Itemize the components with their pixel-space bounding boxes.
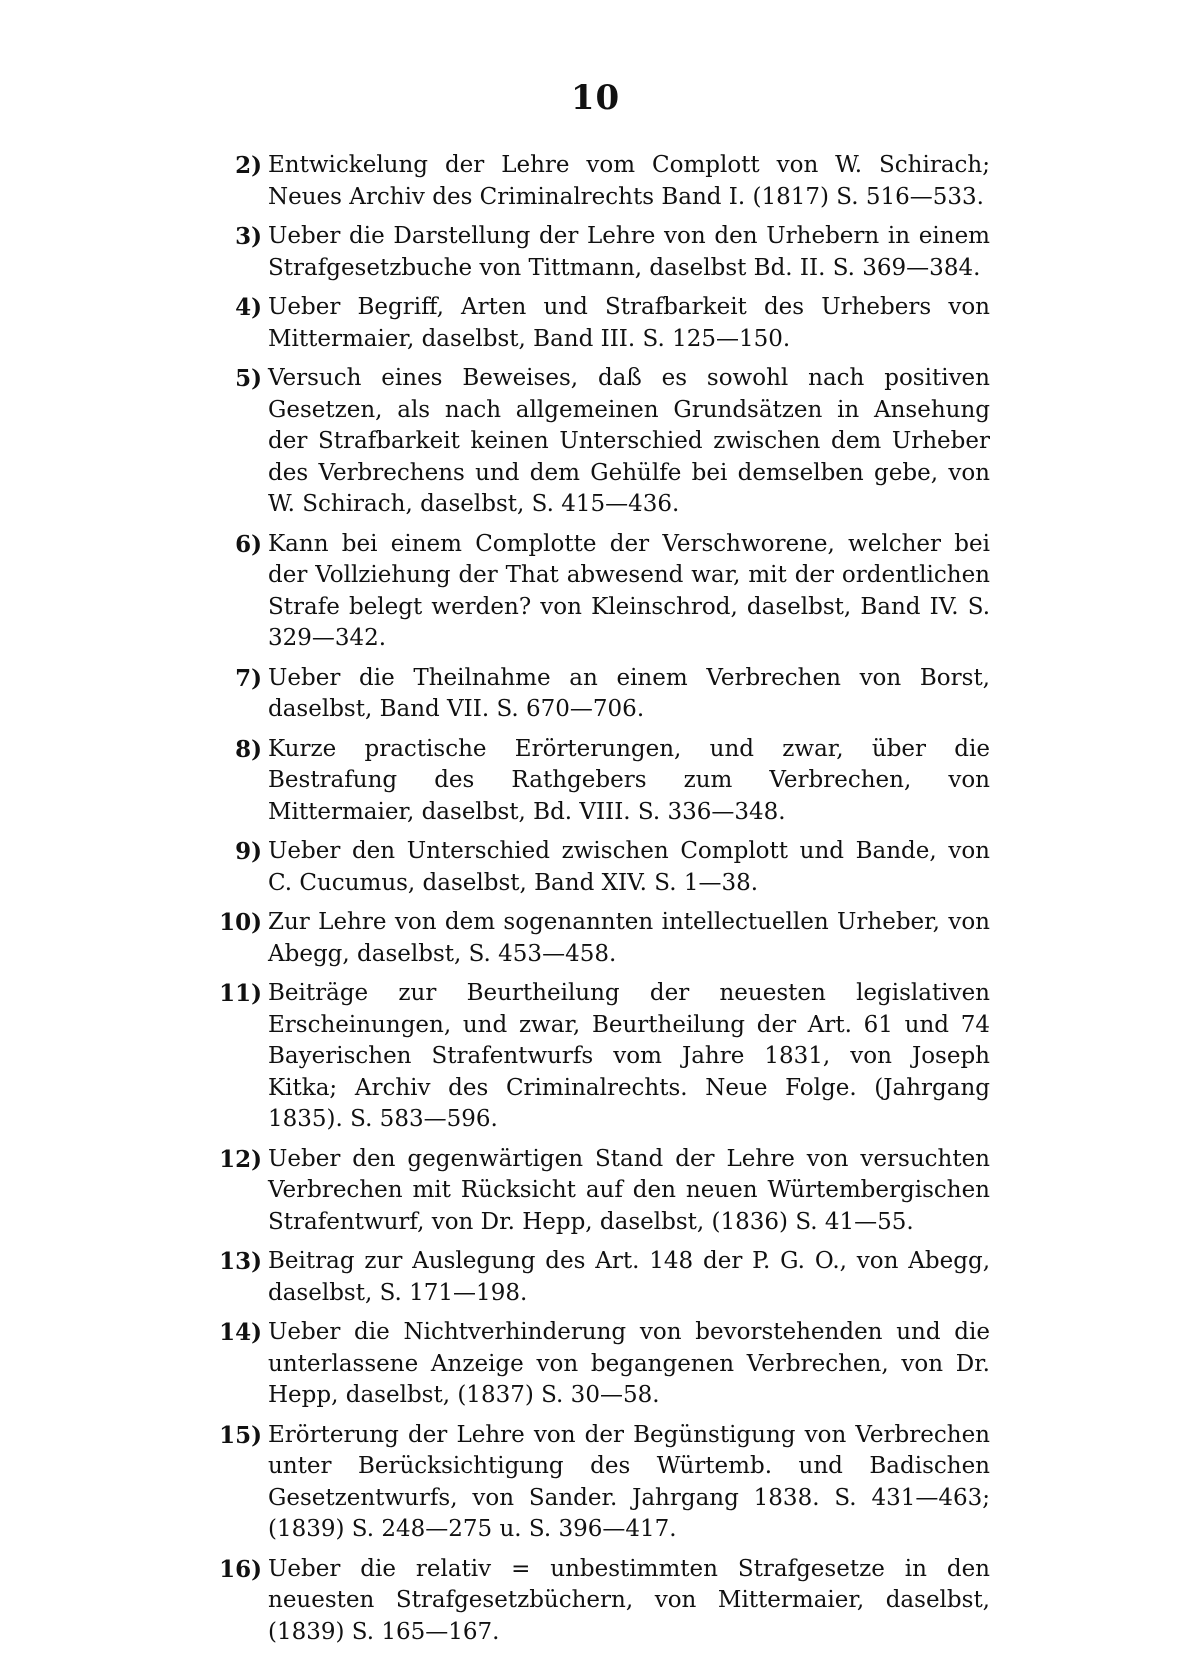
- entry-number: 3): [235, 223, 262, 250]
- entry-number: 8): [235, 735, 262, 763]
- bibliography-entry: [210, 529, 990, 655]
- bibliography-entry: [210, 1144, 990, 1239]
- entry-number: 4): [235, 294, 262, 321]
- entry-text: Ueber die Nichtverhinderung von bevorstehenden und die unterlassene Anzeige von begangenen Verbrechen, von Dr. Hepp, daselbst, (1837) S. 30—58.: [268, 1319, 990, 1408]
- bibliography-entry: [210, 836, 990, 899]
- bibliography-entry: [210, 1420, 990, 1546]
- entry-text: Entwickelung der Lehre vom Complott von W. Schirach; Neues Archiv des Criminalrechts Band I. (1817) S. 516—533.: [268, 152, 990, 210]
- entry-text: Ueber die relativ = unbestimmten Strafgesetze in den neuesten Strafgesetzbüchern, von Mittermaier, daselbst, (1839) S. 165—167.: [268, 1555, 990, 1645]
- bibliography-entry: [210, 1554, 990, 1649]
- entry-number: 11): [219, 980, 262, 1007]
- bibliography-entry: [210, 907, 990, 970]
- entry-number: 2): [235, 152, 262, 179]
- entry-text: Kann bei einem Complotte der Verschworene, welcher bei der Vollziehung der That abwesend war, mit der ordentlichen Strafe belegt werden? von Kleinschrod, daselbst, Band IV. S. 329—342.: [268, 530, 990, 651]
- entry-number: 6): [235, 530, 262, 558]
- bibliography-entry: [210, 292, 990, 355]
- entry-number: 10): [219, 909, 262, 936]
- bibliography-entry: [210, 150, 990, 213]
- bibliography-entry: [210, 221, 990, 284]
- entry-text: Ueber den gegenwärtigen Stand der Lehre von versuchten Verbrechen mit Rücksicht auf den neuen Würtembergischen Strafentwurf, von Dr. Hepp, daselbst, (1836) S. 41—55.: [268, 1145, 990, 1235]
- entry-number: 15): [219, 1421, 262, 1449]
- entry-text: Ueber den Unterschied zwischen Complott und Bande, von C. Cucumus, daselbst, Band XIV. S. 1—38.: [268, 838, 990, 896]
- page-number: 10: [570, 78, 621, 118]
- entry-text: Zur Lehre von dem sogenannten intellectuellen Urheber, von Abegg, daselbst, S. 453—458.: [268, 909, 990, 967]
- entry-text: Beiträge zur Beurtheilung der neuesten legislativen Erscheinungen, und zwar, Beurtheilung der Art. 61 und 74 Bayerischen Strafentwurfs vom Jahre 1831, von Joseph Kitka; Archiv des Criminalrechts. Neue Folge. (Jahrgang 1835). S. 583—596.: [268, 980, 990, 1132]
- entry-number: 13): [219, 1248, 262, 1275]
- entry-text: Ueber Begriff, Arten und Strafbarkeit des Urhebers von Mittermaier, daselbst, Band III. S. 125—150.: [268, 294, 990, 352]
- bibliography-entry: [210, 1246, 990, 1309]
- entry-number: 14): [219, 1319, 262, 1346]
- entry-text: Kurze practische Erörterungen, und zwar, über die Bestrafung des Rathgebers zum Verbrechen, von Mittermaier, daselbst, Bd. VIII. S. 336—348.: [268, 735, 990, 825]
- bibliography-entry: [210, 734, 990, 829]
- entry-text: Erörterung der Lehre von der Begünstigung von Verbrechen unter Berücksichtigung des Würtemb. und Badischen Gesetzentwurfs, von Sander. Jahrgang 1838. S. 431—463; (1839) S. 248—275 u. S. 396—417.: [268, 1421, 990, 1542]
- entry-number: 16): [219, 1555, 262, 1583]
- bibliography-entry: [210, 978, 990, 1136]
- bibliography-entry: [210, 363, 990, 521]
- bibliography-entry: [210, 1317, 990, 1412]
- entry-text: Beitrag zur Auslegung des Art. 148 der P. G. O., von Abegg, daselbst, S. 171—198.: [268, 1248, 990, 1306]
- entry-number: 5): [235, 365, 262, 392]
- entry-text: Versuch eines Beweises, daß es sowohl nach positiven Gesetzen, als nach allgemeinen Grundsätzen in Ansehung der Strafbarkeit keinen Unterschied zwischen dem Urheber des Verbrechens und dem Gehülfe bei demselben gebe, von W. Schirach, daselbst, S. 415—436.: [268, 365, 990, 517]
- entry-number: 12): [219, 1145, 262, 1173]
- entry-number: 7): [235, 664, 262, 692]
- entry-text: Ueber die Darstellung der Lehre von den Urhebern in einem Strafgesetzbuche von Tittmann, daselbst Bd. II. S. 369—384.: [268, 223, 990, 281]
- bibliography-entry: [210, 663, 990, 726]
- entry-text: Ueber die Theilnahme an einem Verbrechen von Borst, daselbst, Band VII. S. 670—706.: [268, 664, 990, 722]
- entry-number: 9): [235, 838, 262, 865]
- bibliography-list: [210, 150, 990, 1656]
